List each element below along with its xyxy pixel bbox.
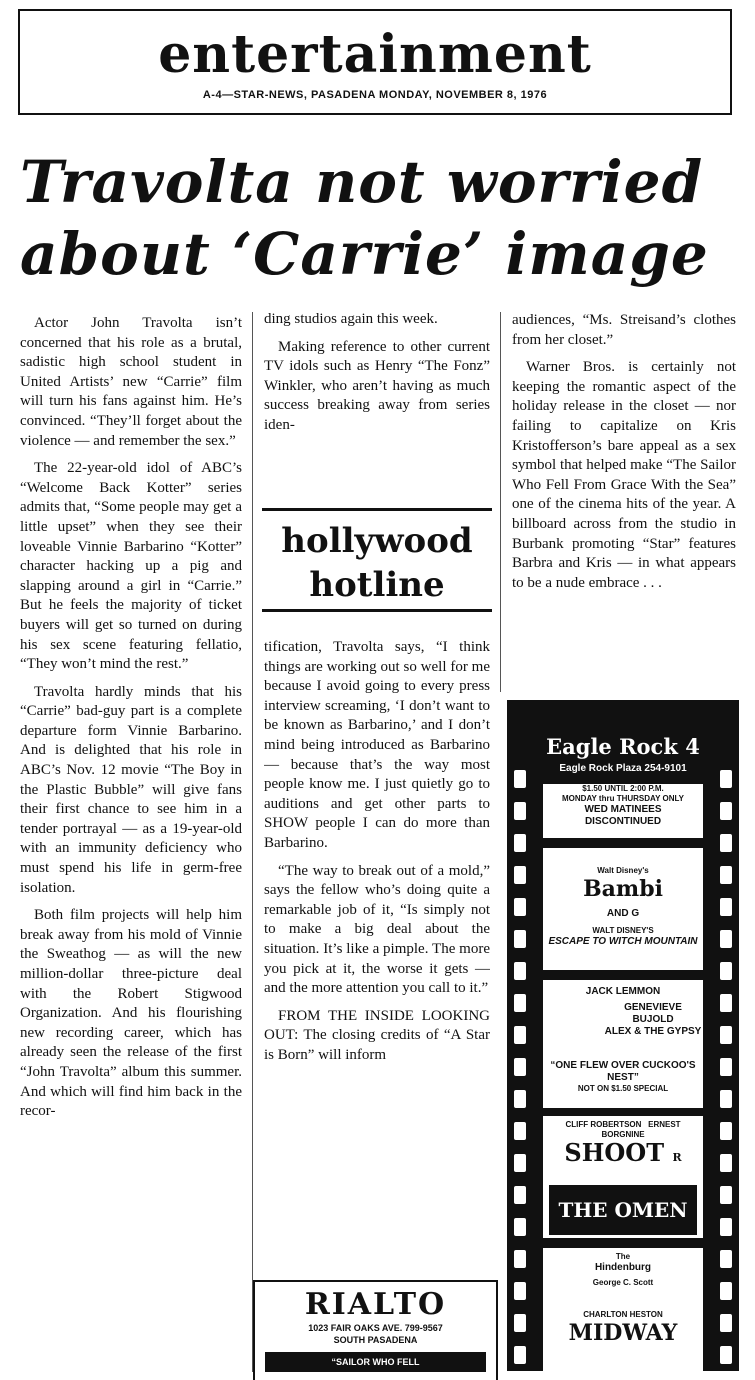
film-title: SHOOT [564, 1138, 665, 1167]
sprocket-hole [720, 1250, 732, 1268]
sprocket-hole [720, 962, 732, 980]
bambi-panel [543, 848, 703, 970]
film-title: ALEX & THE GYPSY [604, 1026, 702, 1037]
notice-line: NOT ON $1.50 SPECIAL [577, 1084, 669, 1093]
cast-name: CLIFF ROBERTSON [565, 1120, 642, 1129]
sprocket-hole [720, 898, 732, 916]
shoot-omen-panel [543, 1116, 703, 1238]
sprocket-hole [514, 1250, 526, 1268]
sprocket-hole [514, 1154, 526, 1172]
film-credit: WALT DISNEY'S [592, 926, 654, 935]
sprocket-hole [720, 930, 732, 948]
notice-line: MONDAY thru THURSDAY ONLY [562, 794, 684, 803]
article-column-2-top [264, 310, 490, 490]
sprocket-hole [514, 1282, 526, 1300]
column-divider [500, 312, 501, 692]
notice-line: $1.50 UNTIL 2:00 P.M. [582, 784, 664, 793]
paragraph: ding studios again this week. [264, 311, 438, 327]
paragraph: Travolta hardly minds that his “Carrie” bad-guy part is a complete departure form Vinnie Barbarino. And is delighted that his role in ABC’s Nov. 12 movie “The Boy in the Plastic Bubble” will give fans their first chance to see him in a tender portrayal — as a 19-year-old with an immunity deficiency who must spend his life in germ-free isolation. [20, 683, 242, 896]
sprocket-hole [720, 1282, 732, 1300]
article-column-2-bottom [264, 638, 490, 1278]
sprocket-hole [514, 898, 526, 916]
paragraph: Both film projects will help him break away from his mold of Vinnie the Sweathog — as will the new million-dollar three-picture deal with the Robert Stigwood Organization. And his flourishing new recording career, which has already seen the release of the first “John Travolta” album this summer. And which will find him back in the recor- [20, 907, 242, 1120]
cast-name: George C. Scott [592, 1278, 654, 1287]
film-title: Bambi [583, 876, 663, 902]
sprocket-hole [514, 994, 526, 1012]
section-title: entertainment [158, 24, 592, 85]
sprocket-hole [720, 1154, 732, 1172]
paragraph: Warner Bros. is certainly not keeping the romantic aspect of the holiday release in the closet — nor failing to capitalize on Kris Kristofferson’s bare appeal as a sex symbol that helped make “The Sailor Who Fell From Grace With the Sea” one of the cinema hits of the year. A billboard across from the studio in Burbank promoting “Star” features Barbra and Kris — in what appears to be a nude embrace . . . [512, 359, 736, 591]
sprocket-hole [514, 1346, 526, 1364]
feature-bar: “SAILOR WHO FELL [265, 1352, 486, 1372]
sprocket-hole [514, 1026, 526, 1044]
sprocket-hole [720, 1058, 732, 1076]
sprocket-hole [514, 962, 526, 980]
dateline: A-4—STAR-NEWS, PASADENA MONDAY, NOVEMBER 8, 1976 [202, 89, 548, 101]
sprocket-hole [514, 1186, 526, 1204]
sprocket-hole [720, 1026, 732, 1044]
sprocket-hole [720, 1218, 732, 1236]
sprocket-hole [720, 1090, 732, 1108]
notice-line: WED MATINEES [584, 804, 662, 815]
film-title: ESCAPE TO WITCH MOUNTAIN [548, 936, 698, 947]
sprocket-hole [514, 1218, 526, 1236]
film-strip-right [718, 700, 734, 1371]
theater-city: SOUTH PASADENA [333, 1335, 418, 1345]
sprocket-hole [514, 770, 526, 788]
film-strip-left [512, 700, 528, 1371]
sprocket-hole [514, 1122, 526, 1140]
ad-notice-panel [543, 784, 703, 838]
paragraph: FROM THE INSIDE LOOKING OUT: The closing credits of “A Star is Born” will inform [264, 1007, 490, 1063]
sprocket-hole [720, 1346, 732, 1364]
film-title: THE OMEN [549, 1185, 697, 1235]
cast-name: CHARLTON HESTON [583, 1310, 663, 1319]
film-title: MIDWAY [568, 1320, 678, 1346]
headline-line-1: Travolta not worried [20, 148, 704, 216]
sprocket-hole [514, 1090, 526, 1108]
paragraph: Actor John Travolta isn’t concerned that his role as a brutal, sadistic high school student in United Artists’ new “Carrie” film will turn his fans against him. He’s convinced. “They’ll forget about the violence — and remember the sex.” [20, 315, 242, 449]
sprocket-hole [514, 834, 526, 852]
article-column-1 [20, 314, 242, 1364]
column-divider [252, 312, 253, 1372]
film-title: “ONE FLEW OVER CUCKOO'S NEST” [550, 1060, 696, 1083]
eagle-rock-theater-ad [507, 700, 739, 1371]
theater-address: Eagle Rock Plaza 254-9101 [559, 763, 687, 774]
notice-line: DISCONTINUED [584, 816, 662, 827]
paragraph: Making reference to other current TV idols such as Henry “The Fonz” Winkler, who aren’t having as much success breaking away from series iden- [264, 338, 490, 433]
paragraph: tification, Travolta says, “I think things are working out so well for me because I avoid going to every press interview screaming, ‘I don’t want to be known as Barbarino,’ and I don’t mind being introduced as Barbarino — because that’s the way most people know me. I just quietly go to auditions and get other parts to SHOW people I can do more than Barbarino. [264, 639, 490, 851]
sprocket-hole [720, 1186, 732, 1204]
sprocket-hole [514, 1058, 526, 1076]
headline [20, 146, 740, 290]
theater-name: RIALTO [304, 1287, 447, 1322]
and-label: AND [606, 908, 629, 919]
sprocket-hole [720, 1314, 732, 1332]
paragraph: The 22-year-old idol of ABC’s “Welcome Back Kotter” series admits that, “Some people may get a little upset” when they see their loveable Vinnie Barbarino “Kotter” character hacking up a pig and slapping around a girl in “Carrie.” But he feels the majority of ticket buyers will get so turned on during his sex scene featuring fellatio, “They won’t mind the rest.” [20, 460, 242, 673]
rating-badge: G [631, 908, 640, 919]
article-column-3 [512, 311, 736, 671]
cast-name: ERNEST BORGNINE [601, 1120, 681, 1139]
hollywood-hotline-logo [262, 508, 492, 612]
film-credit: The [615, 1252, 631, 1261]
hotline-line-2: hotline [309, 565, 445, 605]
sprocket-hole [514, 802, 526, 820]
sprocket-hole [720, 770, 732, 788]
sprocket-hole [720, 834, 732, 852]
sprocket-hole [720, 994, 732, 1012]
cast-name: GENEVIEVE BUJOLD [624, 1002, 682, 1025]
masthead [18, 9, 732, 115]
sprocket-hole [720, 802, 732, 820]
paragraph: audiences, “Ms. Streisand’s clothes from her closet.” [512, 312, 736, 348]
cast-name: JACK LEMMON [585, 986, 661, 997]
sprocket-hole [514, 1314, 526, 1332]
theater-header [529, 700, 717, 774]
rating-badge: R [672, 1151, 682, 1164]
hotline-line-1: hollywood [281, 521, 473, 561]
cuckoo-panel [543, 980, 703, 1108]
theater-name: Eagle Rock 4 [546, 734, 700, 759]
paragraph: “The way to break out of a mold,” says the fellow who’s doing quite a remarkable job of it, “Is simply not to make a big deal about the situation. It’s like a pimple. The more you pick at it, the worse it gets — and the more attention you call to it.” [264, 862, 490, 997]
sprocket-hole [514, 866, 526, 884]
hindenburg-midway-panel [543, 1248, 703, 1371]
theater-address: 1023 FAIR OAKS AVE. 799-9567 [308, 1323, 443, 1333]
rialto-theater-ad [253, 1280, 498, 1380]
headline-line-2: about ‘Carrie’ image [20, 220, 709, 288]
sprocket-hole [720, 1122, 732, 1140]
film-title: Hindenburg [594, 1262, 652, 1273]
sprocket-hole [720, 866, 732, 884]
film-credit: Walt Disney's [597, 866, 649, 875]
sprocket-hole [514, 930, 526, 948]
